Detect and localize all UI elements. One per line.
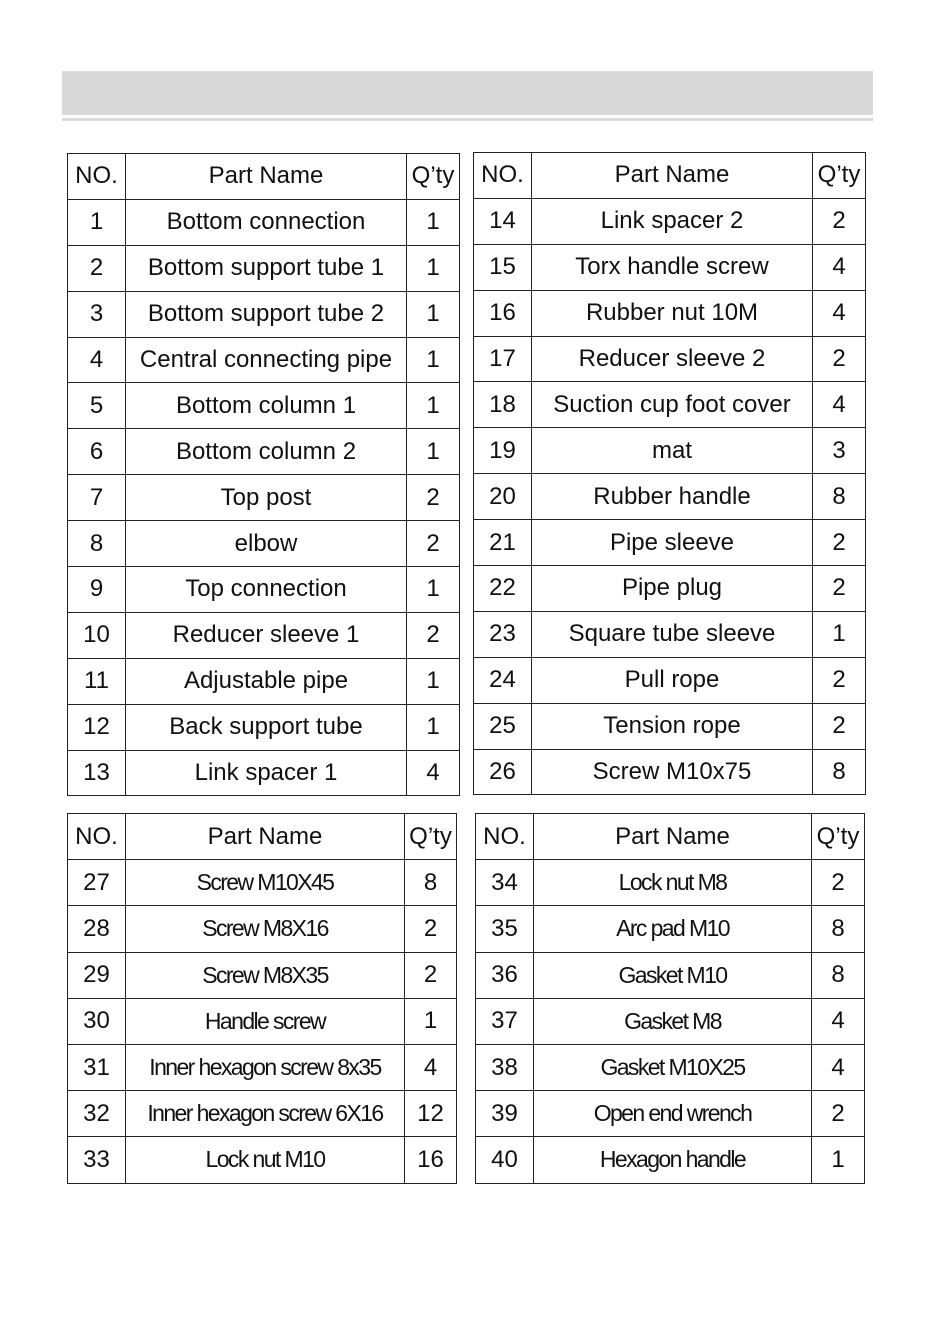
part-quantity: 1	[407, 429, 460, 475]
part-name: Central connecting pipe	[126, 337, 407, 383]
parts-table-1	[67, 153, 460, 796]
table-row	[476, 860, 865, 906]
table-row	[68, 1091, 457, 1137]
parts-table-3	[67, 813, 457, 1184]
part-name: Pipe sleeve	[532, 520, 813, 566]
table-row	[474, 474, 866, 520]
part-number: 32	[68, 1091, 126, 1137]
table-header-row	[476, 814, 865, 860]
part-name: Pipe plug	[532, 566, 813, 612]
part-quantity: 2	[813, 198, 866, 244]
part-quantity: 4	[813, 382, 866, 428]
table-row	[474, 198, 866, 244]
part-name: Rubber handle	[532, 474, 813, 520]
column-header-qty: Q’ty	[407, 154, 460, 200]
part-number: 21	[474, 520, 532, 566]
part-quantity: 3	[813, 428, 866, 474]
column-header-qty: Q’ty	[812, 814, 865, 860]
part-quantity: 1	[407, 567, 460, 613]
part-name: Bottom connection	[126, 199, 407, 245]
part-name: Tension rope	[532, 703, 813, 749]
table-row	[474, 244, 866, 290]
table-header-row	[68, 154, 460, 200]
table-row	[68, 952, 457, 998]
column-header-part-name: Part Name	[532, 153, 813, 199]
part-number: 37	[476, 998, 534, 1044]
part-quantity: 1	[405, 998, 457, 1044]
part-name: Adjustable pipe	[126, 658, 407, 704]
part-quantity: 1	[407, 245, 460, 291]
part-number: 29	[68, 952, 126, 998]
header-bar	[62, 71, 873, 115]
part-number: 31	[68, 1044, 126, 1090]
part-quantity: 2	[813, 336, 866, 382]
column-header-no: NO.	[68, 154, 126, 200]
column-header-no: NO.	[474, 153, 532, 199]
part-name: Top connection	[126, 567, 407, 613]
part-number: 15	[474, 244, 532, 290]
part-name: Screw M10X45	[126, 860, 405, 906]
table-row	[476, 906, 865, 952]
part-name: Lock nut M8	[534, 860, 812, 906]
part-number: 8	[68, 521, 126, 567]
part-number: 25	[474, 703, 532, 749]
part-name: Handle screw	[126, 998, 405, 1044]
table-row	[474, 336, 866, 382]
part-number: 33	[68, 1137, 126, 1183]
part-number: 24	[474, 657, 532, 703]
table-row	[68, 521, 460, 567]
part-name: Hexagon handle	[534, 1137, 812, 1183]
table-row	[68, 337, 460, 383]
part-quantity: 2	[812, 1091, 865, 1137]
part-name: Lock nut M10	[126, 1137, 405, 1183]
part-name: Bottom column 1	[126, 383, 407, 429]
table-row	[68, 704, 460, 750]
part-number: 4	[68, 337, 126, 383]
part-number: 13	[68, 750, 126, 796]
part-number: 20	[474, 474, 532, 520]
part-quantity: 4	[813, 244, 866, 290]
part-quantity: 2	[407, 612, 460, 658]
part-name: Link spacer 1	[126, 750, 407, 796]
part-number: 11	[68, 658, 126, 704]
part-quantity: 12	[405, 1091, 457, 1137]
table-row	[476, 952, 865, 998]
part-number: 22	[474, 566, 532, 612]
table-row	[68, 429, 460, 475]
table-header-row	[68, 814, 457, 860]
part-number: 26	[474, 749, 532, 795]
column-header-qty: Q’ty	[405, 814, 457, 860]
part-name: Gasket M8	[534, 998, 812, 1044]
column-header-part-name: Part Name	[534, 814, 812, 860]
part-number: 14	[474, 198, 532, 244]
part-quantity: 4	[812, 998, 865, 1044]
part-number: 5	[68, 383, 126, 429]
table-row	[68, 1137, 457, 1183]
part-quantity: 2	[407, 475, 460, 521]
part-quantity: 2	[813, 520, 866, 566]
part-quantity: 4	[812, 1044, 865, 1090]
part-number: 35	[476, 906, 534, 952]
part-quantity: 8	[405, 860, 457, 906]
column-header-part-name: Part Name	[126, 154, 407, 200]
table-row	[474, 703, 866, 749]
table-row	[68, 245, 460, 291]
part-name: Inner hexagon screw 6X16	[126, 1091, 405, 1137]
part-quantity: 1	[407, 383, 460, 429]
table-row	[474, 382, 866, 428]
part-name: mat	[532, 428, 813, 474]
part-number: 9	[68, 567, 126, 613]
part-number: 7	[68, 475, 126, 521]
table-row	[68, 998, 457, 1044]
table-row	[476, 1137, 865, 1183]
part-name: Open end wrench	[534, 1091, 812, 1137]
part-number: 36	[476, 952, 534, 998]
part-quantity: 1	[812, 1137, 865, 1183]
part-name: Suction cup foot cover	[532, 382, 813, 428]
part-quantity: 8	[813, 749, 866, 795]
table-row	[68, 750, 460, 796]
part-quantity: 4	[407, 750, 460, 796]
part-name: Link spacer 2	[532, 198, 813, 244]
part-name: Rubber nut 10M	[532, 290, 813, 336]
part-number: 18	[474, 382, 532, 428]
part-name: Pull rope	[532, 657, 813, 703]
part-name: elbow	[126, 521, 407, 567]
part-name: Bottom support tube 2	[126, 291, 407, 337]
part-number: 23	[474, 611, 532, 657]
part-name: Reducer sleeve 1	[126, 612, 407, 658]
part-quantity: 2	[405, 952, 457, 998]
part-name: Inner hexagon screw 8x35	[126, 1044, 405, 1090]
table-row	[476, 1044, 865, 1090]
table-row	[68, 567, 460, 613]
part-quantity: 8	[813, 474, 866, 520]
column-header-no: NO.	[68, 814, 126, 860]
part-quantity: 4	[813, 290, 866, 336]
part-number: 39	[476, 1091, 534, 1137]
part-name: Bottom support tube 1	[126, 245, 407, 291]
table-row	[474, 611, 866, 657]
table-header-row	[474, 153, 866, 199]
part-number: 30	[68, 998, 126, 1044]
part-name: Reducer sleeve 2	[532, 336, 813, 382]
table-row	[474, 749, 866, 795]
table-row	[68, 383, 460, 429]
part-number: 10	[68, 612, 126, 658]
table-row	[474, 290, 866, 336]
part-quantity: 8	[812, 906, 865, 952]
table-row	[476, 998, 865, 1044]
part-name: Bottom column 2	[126, 429, 407, 475]
table-row	[68, 199, 460, 245]
part-number: 3	[68, 291, 126, 337]
part-quantity: 1	[407, 658, 460, 704]
part-quantity: 1	[407, 704, 460, 750]
table-row	[68, 906, 457, 952]
part-quantity: 8	[812, 952, 865, 998]
table-row	[474, 566, 866, 612]
part-quantity: 1	[407, 199, 460, 245]
part-quantity: 2	[407, 521, 460, 567]
part-number: 16	[474, 290, 532, 336]
table-row	[476, 1091, 865, 1137]
part-number: 17	[474, 336, 532, 382]
part-number: 40	[476, 1137, 534, 1183]
part-number: 27	[68, 860, 126, 906]
part-number: 2	[68, 245, 126, 291]
part-quantity: 2	[813, 657, 866, 703]
part-quantity: 2	[813, 703, 866, 749]
part-name: Square tube sleeve	[532, 611, 813, 657]
part-name: Gasket M10X25	[534, 1044, 812, 1090]
part-number: 34	[476, 860, 534, 906]
part-number: 38	[476, 1044, 534, 1090]
table-row	[68, 658, 460, 704]
part-name: Gasket M10	[534, 952, 812, 998]
part-name: Torx handle screw	[532, 244, 813, 290]
table-row	[474, 520, 866, 566]
part-quantity: 4	[405, 1044, 457, 1090]
column-header-qty: Q’ty	[813, 153, 866, 199]
part-number: 1	[68, 199, 126, 245]
table-row	[474, 657, 866, 703]
part-quantity: 1	[407, 337, 460, 383]
part-quantity: 16	[405, 1137, 457, 1183]
part-name: Screw M8X35	[126, 952, 405, 998]
part-quantity: 1	[407, 291, 460, 337]
part-number: 6	[68, 429, 126, 475]
part-quantity: 2	[813, 566, 866, 612]
part-name: Screw M8X16	[126, 906, 405, 952]
table-row	[68, 612, 460, 658]
part-name: Screw M10x75	[532, 749, 813, 795]
column-header-no: NO.	[476, 814, 534, 860]
part-number: 19	[474, 428, 532, 474]
part-name: Top post	[126, 475, 407, 521]
part-number: 12	[68, 704, 126, 750]
table-row	[68, 860, 457, 906]
table-row	[68, 475, 460, 521]
table-row	[68, 291, 460, 337]
parts-table-4	[475, 813, 865, 1184]
header-divider	[62, 118, 873, 121]
table-row	[474, 428, 866, 474]
part-name: Arc pad M10	[534, 906, 812, 952]
part-quantity: 2	[812, 860, 865, 906]
column-header-part-name: Part Name	[126, 814, 405, 860]
part-number: 28	[68, 906, 126, 952]
part-quantity: 2	[405, 906, 457, 952]
parts-table-2	[473, 152, 866, 795]
part-quantity: 1	[813, 611, 866, 657]
part-name: Back support tube	[126, 704, 407, 750]
table-row	[68, 1044, 457, 1090]
